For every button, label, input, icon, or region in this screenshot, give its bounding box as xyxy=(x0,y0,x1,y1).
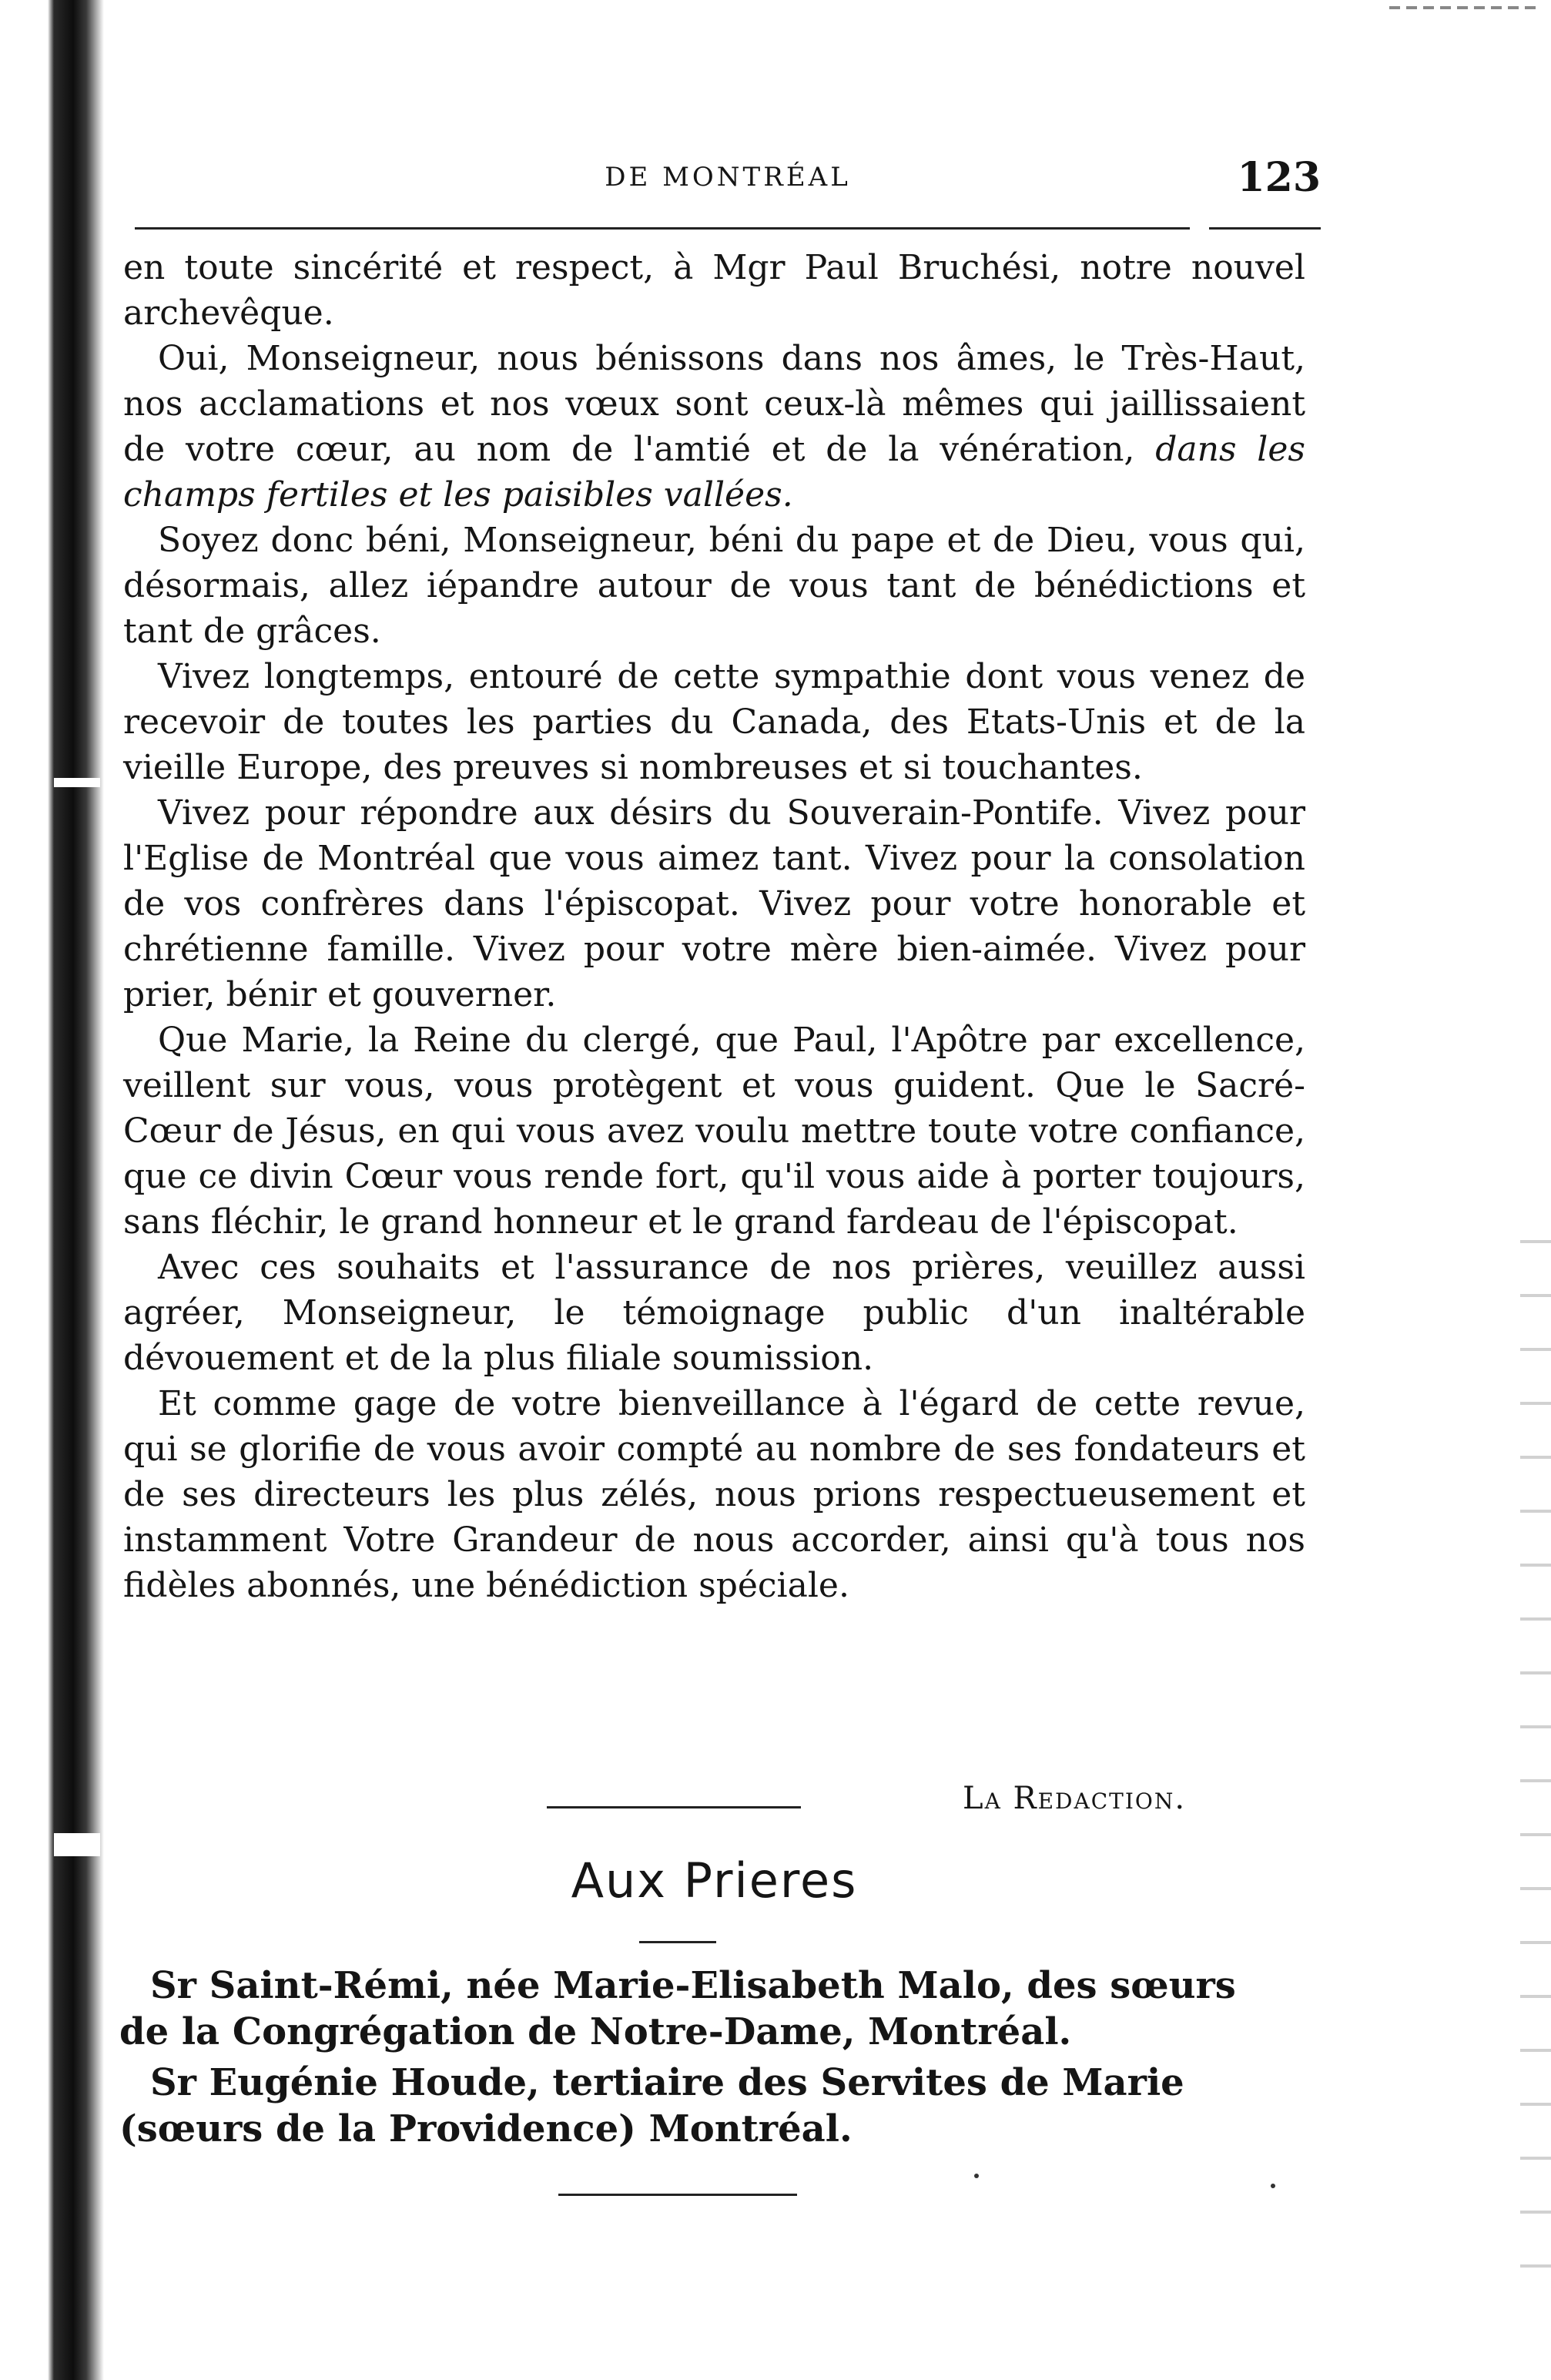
binding-gap xyxy=(54,1833,100,1856)
header-rule-right xyxy=(1209,227,1321,230)
scan-dash-marks xyxy=(1389,6,1536,9)
end-rule xyxy=(558,2194,797,2196)
page-header xyxy=(135,139,1321,223)
paragraph: Soyez donc béni, Monseigneur, béni du pape et de Dieu, vous qui, désormais, allez iépandre autour de vous tant de bénédictions et tant de grâces. xyxy=(123,521,1305,651)
header-rule xyxy=(135,227,1190,230)
heading-rule xyxy=(639,1941,716,1943)
signature: La Redaction. xyxy=(963,1781,1187,1816)
ink-speck xyxy=(1271,2184,1275,2188)
divider-rule xyxy=(547,1806,801,1808)
paragraph-text: Oui, Monseigneur, nous bénissons dans nos âmes, le Très-Haut, nos acclamations et nos vœux sont ceux-là mêmes qui jaillissaient de votre cœur, au nom de l'amtié et de la vénération, xyxy=(123,339,1305,469)
paragraph: en toute sincérité et respect, à Mgr Paul Bruchési, notre nouvel archevêque. xyxy=(123,248,1305,333)
prayer-list xyxy=(119,1963,1290,2157)
paragraph: Que Marie, la Reine du clergé, que Paul, l'Apôtre par excellence, veillent sur vous, vous protègent et vous guident. Que le Sacré-Cœur de Jésus, en qui vous avez voulu mettre toute votre confiance, que ce divin Cœur vous rende fort, qu'il vous aide à porter toujours, sans fléchir, le grand honneur et le grand fardeau de l'épiscopat. xyxy=(123,1021,1305,1242)
binding-gap xyxy=(54,778,100,787)
section-heading: Aux Prieres xyxy=(571,1852,858,1909)
body-text xyxy=(123,245,1305,1608)
prayer-entry: Sr Eugénie Houde, tertiaire des Servites de Marie (sœurs de la Providence) Montréal. xyxy=(119,2061,1184,2150)
page-edge-specks xyxy=(1520,1217,1551,2311)
paragraph: Vivez pour répondre aux désirs du Souverain-Pontife. Vivez pour l'Eglise de Montréal que vous aimez tant. Vivez pour la consolation de vos confrères dans l'épiscopat. Vivez pour votre honorable et chrétienne famille. Vivez pour votre mère bien-aimée. Vivez pour prier, bénir et gouverner. xyxy=(123,793,1305,1014)
prayer-entry: Sr Saint-Rémi, née Marie-Elisabeth Malo, des sœurs de la Congrégation de Notre-Dame, Montréal. xyxy=(119,1964,1236,2053)
paragraph: Vivez longtemps, entouré de cette sympathie dont vous venez de recevoir de toutes les parties du Canada, des Etats-Unis et de la vieille Europe, des preuves si nombreuses et si touchantes. xyxy=(123,657,1305,787)
page-number: 123 xyxy=(1237,154,1321,201)
paragraph xyxy=(123,336,1305,518)
paragraph: Et comme gage de votre bienveillance à l'égard de cette revue, qui se glorifie de vous avoir compté au nombre de ses fondateurs et de ses directeurs les plus zélés, nous prions respectueusement et instamment Votre Grandeur de nous accorder, ainsi qu'à tous nos fidèles abonnés, une bénédiction spéciale. xyxy=(123,1384,1305,1605)
running-title: DE MONTRÉAL xyxy=(605,162,851,193)
paragraph: Avec ces souhaits et l'assurance de nos prières, veuillez aussi agréer, Monseigneur, le témoignage public d'un inaltérable dévouement et de la plus filiale soumission. xyxy=(123,1248,1305,1378)
binding-edge xyxy=(0,0,104,2380)
ink-speck xyxy=(974,2174,979,2178)
paragraph-italic: dans les champs fertiles et les paisibles vallées. xyxy=(123,430,1305,515)
